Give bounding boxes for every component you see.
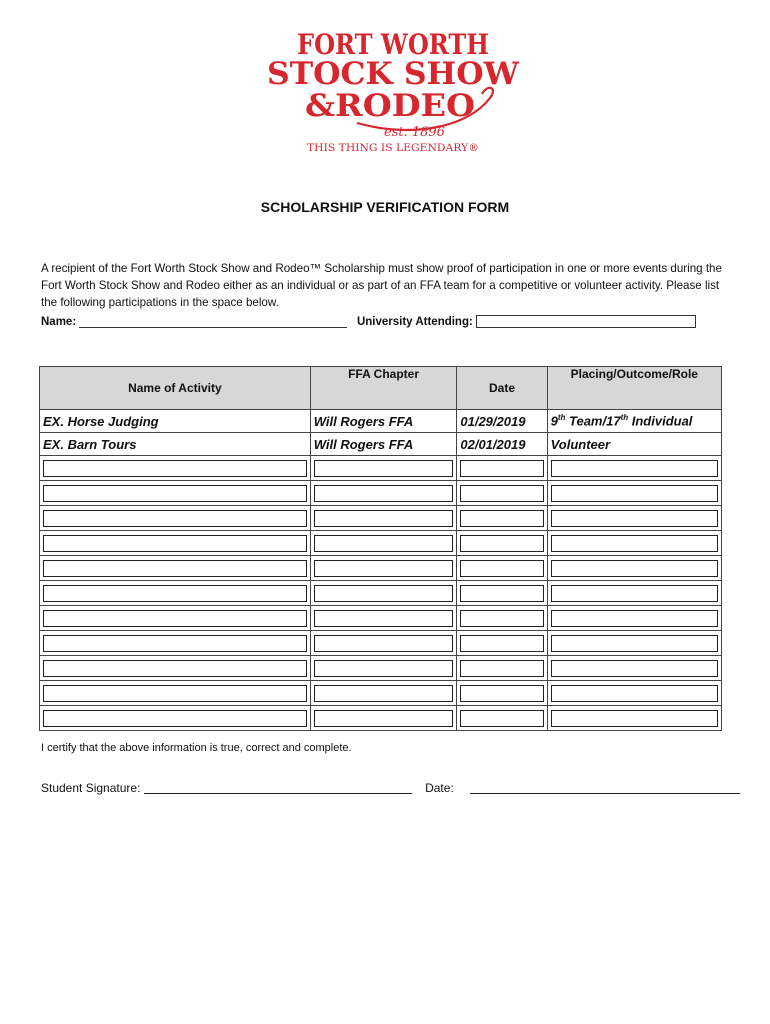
blank-activity-row: [40, 556, 722, 581]
signature-label: Student Signature:: [41, 781, 141, 795]
blank-cell-chapter: [310, 506, 457, 531]
blank-cell-activity: [40, 656, 311, 681]
date-input[interactable]: [470, 781, 740, 794]
example-row: [40, 433, 722, 456]
name-university-line: [41, 315, 696, 328]
placing-input[interactable]: [551, 585, 718, 602]
blank-cell-chapter: [310, 456, 457, 481]
placing-input[interactable]: [551, 535, 718, 552]
blank-cell-date: [457, 631, 547, 656]
blank-cell-placing: [547, 506, 721, 531]
blank-cell-activity: [40, 556, 311, 581]
date-input[interactable]: [460, 485, 543, 502]
header-name-of-activity: Name of Activity: [40, 367, 311, 410]
blank-cell-placing: [547, 556, 721, 581]
logo-line-2: STOCK SHOW: [267, 56, 521, 92]
blank-activity-row: [40, 706, 722, 731]
blank-cell-date: [457, 556, 547, 581]
date-input[interactable]: [460, 610, 543, 627]
blank-activity-row: [40, 681, 722, 706]
blank-cell-activity: [40, 606, 311, 631]
logo-line-3: &RODEO: [305, 88, 475, 124]
blank-cell-date: [457, 456, 547, 481]
blank-activity-row: [40, 481, 722, 506]
example-date: 02/01/2019: [457, 433, 547, 456]
date-input[interactable]: [460, 660, 543, 677]
activity-input[interactable]: [43, 635, 307, 652]
chapter-input[interactable]: [314, 635, 454, 652]
intro-paragraph: A recipient of the Fort Worth Stock Show and Rodeo™ Scholarship must show proof of participation in one or more events during the Fort Worth Stock Show and Rodeo either as an individual or as part of an FFA team for a competitive or volunteer activity. Please list the following participations in the space below.: [41, 262, 722, 309]
chapter-input[interactable]: [314, 535, 454, 552]
certification-statement: I certify that the above information is true, correct and complete.: [41, 742, 352, 754]
blank-cell-activity: [40, 706, 311, 731]
example-activity: EX. Horse Judging: [40, 410, 311, 433]
date-input[interactable]: [460, 710, 543, 727]
example-row: [40, 410, 722, 433]
signature-line: [41, 781, 740, 795]
blank-cell-placing: [547, 706, 721, 731]
activity-input[interactable]: [43, 610, 307, 627]
blank-cell-activity: [40, 681, 311, 706]
name-label: Name:: [41, 316, 77, 328]
chapter-input[interactable]: [314, 585, 454, 602]
activity-input[interactable]: [43, 560, 307, 577]
blank-activity-row: [40, 631, 722, 656]
logo-est: est. 1896: [384, 125, 445, 140]
placing-input[interactable]: [551, 460, 718, 477]
university-input[interactable]: [476, 315, 696, 328]
activity-input[interactable]: [43, 460, 307, 477]
placing-input[interactable]: [551, 560, 718, 577]
blank-cell-date: [457, 506, 547, 531]
blank-cell-chapter: [310, 631, 457, 656]
chapter-input[interactable]: [314, 610, 454, 627]
blank-activity-row: [40, 456, 722, 481]
blank-cell-chapter: [310, 681, 457, 706]
placing-input[interactable]: [551, 710, 718, 727]
date-input[interactable]: [460, 460, 543, 477]
university-label: University Attending:: [356, 316, 473, 328]
blank-cell-placing: [547, 656, 721, 681]
chapter-input[interactable]: [314, 685, 454, 702]
blank-cell-placing: [547, 531, 721, 556]
activity-input[interactable]: [43, 510, 307, 527]
logo-line-1: FORT WORTH: [297, 28, 489, 61]
activities-table: [39, 366, 722, 731]
blank-activity-row: [40, 581, 722, 606]
example-activity: EX. Barn Tours: [40, 433, 311, 456]
date-input[interactable]: [460, 560, 543, 577]
blank-cell-placing: [547, 606, 721, 631]
activity-input[interactable]: [43, 485, 307, 502]
example-chapter: Will Rogers FFA: [310, 433, 457, 456]
blank-cell-placing: [547, 456, 721, 481]
blank-activity-row: [40, 531, 722, 556]
blank-cell-date: [457, 656, 547, 681]
date-label: Date:: [425, 781, 454, 795]
table-header-row: [40, 367, 722, 410]
blank-cell-activity: [40, 481, 311, 506]
activity-input[interactable]: [43, 685, 307, 702]
blank-cell-activity: [40, 631, 311, 656]
example-date: 01/29/2019: [457, 410, 547, 433]
blank-cell-placing: [547, 481, 721, 506]
placing-input[interactable]: [551, 485, 718, 502]
date-input[interactable]: [460, 535, 543, 552]
blank-cell-activity: [40, 531, 311, 556]
activity-input[interactable]: [43, 535, 307, 552]
chapter-input[interactable]: [314, 710, 454, 727]
fwssr-logo: [262, 28, 524, 158]
date-input[interactable]: [460, 635, 543, 652]
placing-input[interactable]: [551, 610, 718, 627]
blank-cell-placing: [547, 581, 721, 606]
blank-activity-row: [40, 606, 722, 631]
placing-input[interactable]: [551, 660, 718, 677]
blank-cell-date: [457, 681, 547, 706]
chapter-input[interactable]: [314, 460, 454, 477]
activity-input[interactable]: [43, 585, 307, 602]
blank-cell-date: [457, 606, 547, 631]
activity-input[interactable]: [43, 660, 307, 677]
blank-cell-placing: [547, 631, 721, 656]
date-input[interactable]: [460, 510, 543, 527]
chapter-input[interactable]: [314, 485, 454, 502]
blank-cell-date: [457, 481, 547, 506]
blank-cell-chapter: [310, 481, 457, 506]
blank-cell-activity: [40, 581, 311, 606]
chapter-input[interactable]: [314, 510, 454, 527]
blank-cell-activity: [40, 456, 311, 481]
example-placing: 9th Team/17th Individual: [547, 410, 721, 433]
header-placing: Placing/Outcome/Role: [547, 367, 721, 410]
form-title: SCHOLARSHIP VERIFICATION FORM: [260, 199, 510, 215]
blank-cell-placing: [547, 681, 721, 706]
header-date: Date: [457, 367, 547, 410]
blank-activity-row: [40, 656, 722, 681]
placing-input[interactable]: [551, 685, 718, 702]
date-input[interactable]: [460, 585, 543, 602]
placing-input[interactable]: [551, 510, 718, 527]
header-ffa-chapter: FFA Chapter: [310, 367, 457, 410]
blank-cell-date: [457, 706, 547, 731]
chapter-input[interactable]: [314, 660, 454, 677]
signature-input[interactable]: [144, 781, 412, 794]
blank-cell-activity: [40, 506, 311, 531]
blank-cell-chapter: [310, 706, 457, 731]
name-input[interactable]: [79, 315, 347, 328]
blank-cell-chapter: [310, 606, 457, 631]
chapter-input[interactable]: [314, 560, 454, 577]
blank-cell-date: [457, 531, 547, 556]
blank-activity-row: [40, 506, 722, 531]
logo-tagline: THIS THING IS LEGENDARY®: [307, 142, 479, 154]
example-chapter: Will Rogers FFA: [310, 410, 457, 433]
blank-cell-date: [457, 581, 547, 606]
blank-cell-chapter: [310, 556, 457, 581]
blank-cell-chapter: [310, 531, 457, 556]
blank-cell-chapter: [310, 656, 457, 681]
date-input[interactable]: [460, 685, 543, 702]
example-placing: Volunteer: [547, 433, 721, 456]
activity-input[interactable]: [43, 710, 307, 727]
blank-cell-chapter: [310, 581, 457, 606]
placing-input[interactable]: [551, 635, 718, 652]
blank-rows: [40, 456, 722, 731]
